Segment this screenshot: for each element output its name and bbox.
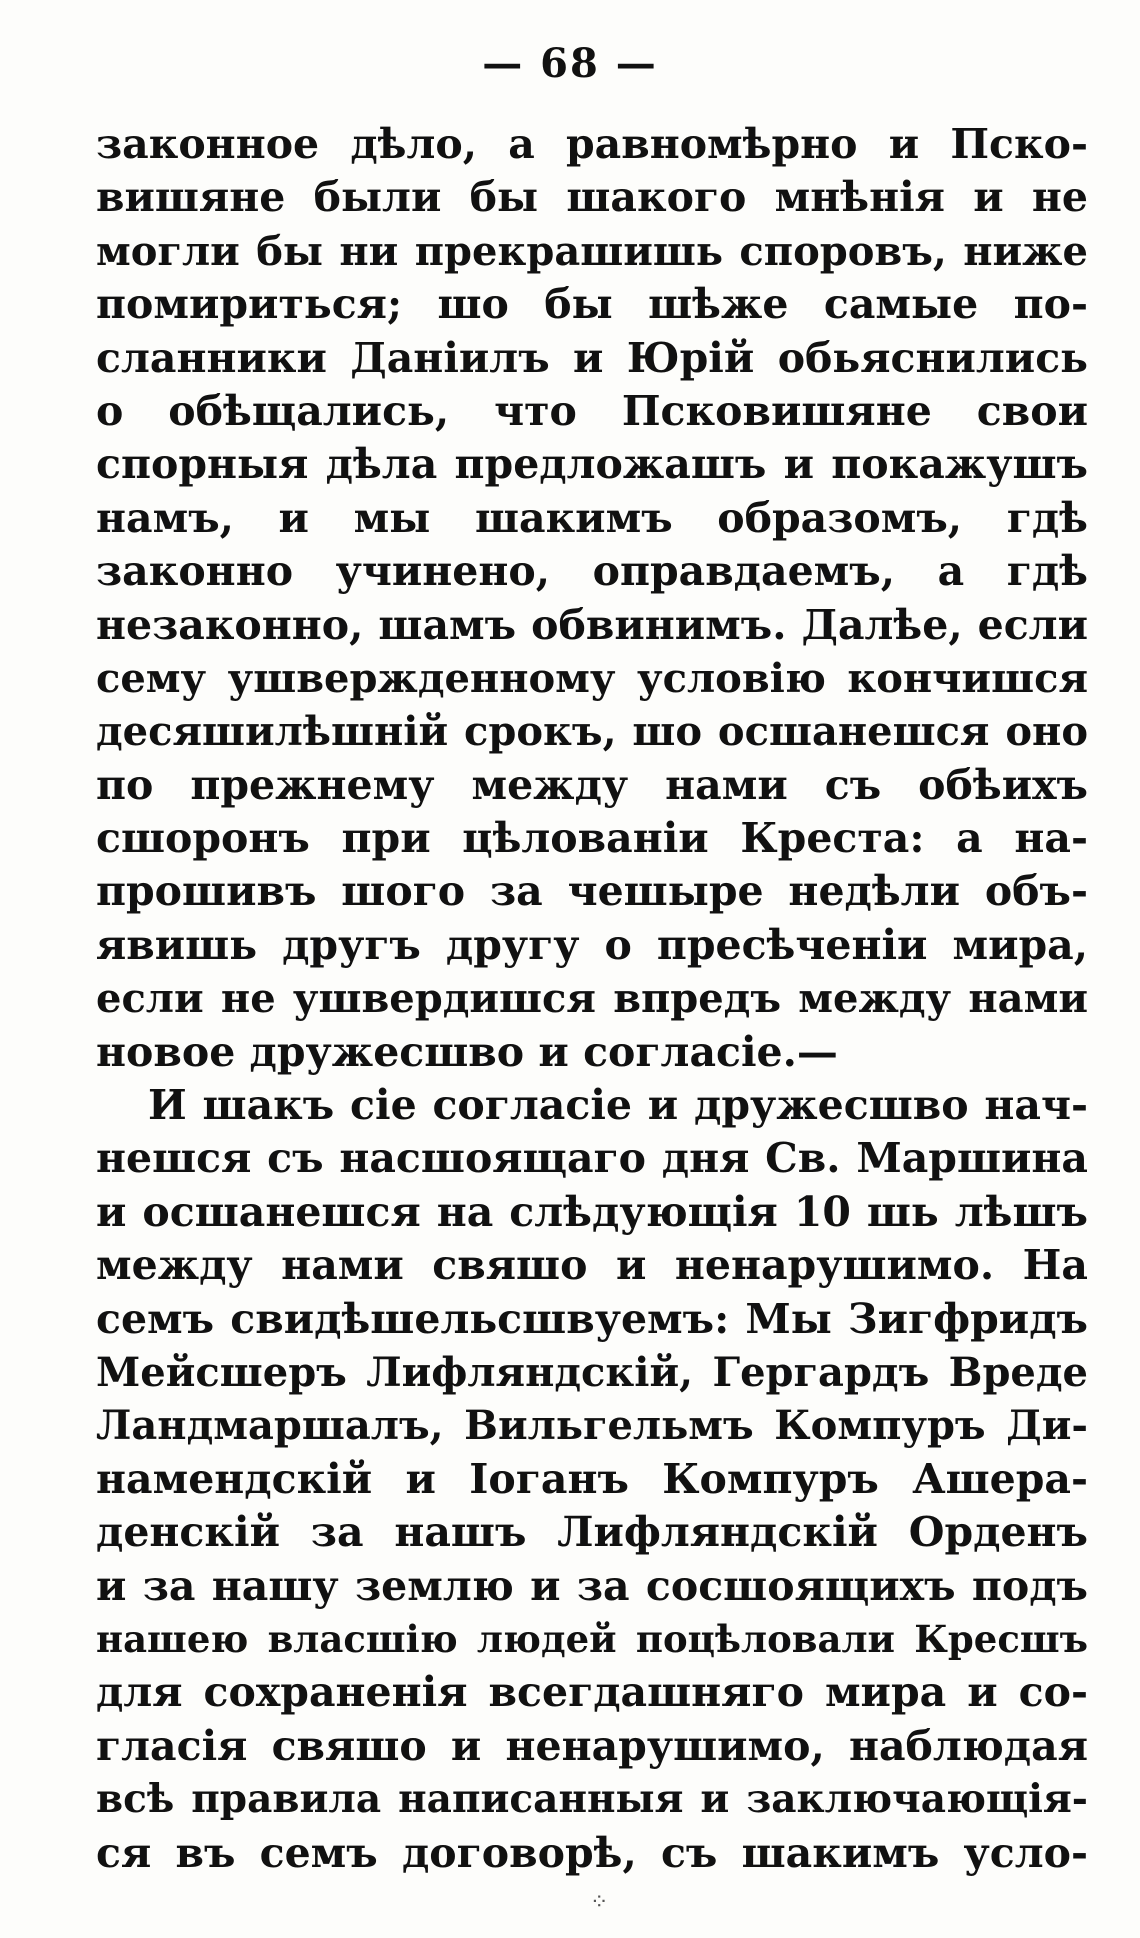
text-line: и осшанешся на слѣдующія 10 шь лѣшъ: [96, 1187, 1088, 1236]
text-line: помириться; шо бы шѣже самые по-: [96, 280, 1088, 329]
paragraph-end-line: новое дружесшво и согласіе.—: [96, 1027, 838, 1076]
text-line: Ландмаршалъ, Вильгельмъ Компуръ Ди-: [96, 1402, 1088, 1450]
text-line: если не ушвердишся впредъ между нами: [96, 975, 1088, 1023]
ink-speck: ⁘: [590, 1890, 609, 1915]
text-line: Мейсшеръ Лифляндскій, Гергардъ Вреде: [96, 1348, 1088, 1396]
text-line: нешся съ насшоящаго дня Св. Маршина: [96, 1134, 1088, 1183]
text-line: спорныя дѣла предложашъ и покажушъ: [96, 440, 1088, 489]
text-line: по прежнему между нами съ обѣихъ: [96, 760, 1088, 809]
text-line: вишяне были бы шакого мнѣнія и не: [96, 173, 1088, 222]
text-line: незаконно, шамъ обвинимъ. Далѣе, если: [96, 600, 1088, 649]
text-line: ся въ семъ договорѣ, съ шакимъ усло-: [96, 1828, 1088, 1877]
text-line: десяшилѣшній срокъ, шо осшанешся оно: [96, 708, 1088, 756]
text-line: сему ушвержденному условію кончишся: [96, 654, 1088, 702]
page-number: — 68 —: [482, 40, 658, 87]
body-text: [96, 118, 1088, 1880]
text-line: о обѣщались, что Псковишяне свои: [96, 386, 1088, 435]
text-line: семъ свидѣшельсшвуемъ: Мы Зигфридъ: [96, 1294, 1088, 1343]
text-line: явишь другъ другу о пресѣченіи мира,: [96, 920, 1088, 969]
text-line: нашею власшію людей поцѣловали Кресшъ: [96, 1616, 1088, 1661]
text-line: всѣ правила написанныя и заключающія-: [96, 1776, 1088, 1823]
text-line: для сохраненія всегдашняго мира и со-: [96, 1668, 1088, 1717]
text-line: и за нашу землю и за сосшоящихъ подъ: [96, 1561, 1088, 1610]
text-line: денскій за нашъ Лифляндскій Орденъ: [96, 1508, 1088, 1557]
text-line: гласія свяшо и ненарушимо, наблюдая: [96, 1721, 1088, 1770]
text-line: сшоронъ при цѣлованіи Креста: а на-: [96, 814, 1088, 863]
text-line: могли бы ни прекрашишь споровъ, ниже: [96, 227, 1088, 275]
text-line: намендскій и Іоганъ Компуръ Ашера-: [96, 1454, 1088, 1503]
text-line: намъ, и мы шакимъ образомъ, гдѣ: [96, 493, 1088, 542]
text-line: законное дѣло, а равномѣрно и Пско-: [96, 120, 1088, 168]
text-line: сланники Даніилъ и Юрій обьяснились: [96, 333, 1088, 382]
paragraph-first-line: И шакъ сіе согласіе и дружесшво нач-: [148, 1081, 1088, 1130]
text-line: между нами свяшо и ненарушимо. На: [96, 1241, 1088, 1290]
text-line: прошивъ шого за чешыре недѣли объ-: [96, 867, 1088, 916]
text-line: законно учинено, оправдаемъ, а гдѣ: [96, 547, 1088, 596]
